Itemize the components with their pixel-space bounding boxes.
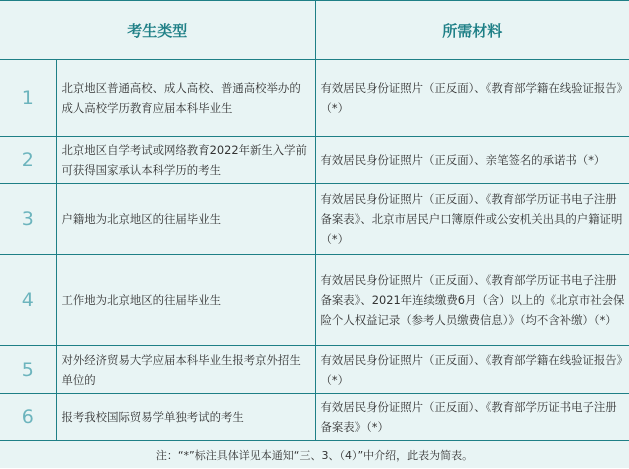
materials-cell: 有效居民身份证照片（正反面）、《教育部学籍在线验证报告》（*） [315, 346, 629, 394]
table-row [0, 184, 629, 255]
table-row [0, 346, 629, 394]
table-note-row [0, 441, 629, 469]
row-number: 5 [0, 346, 56, 394]
row-number: 4 [0, 255, 56, 346]
row-number: 2 [0, 137, 56, 184]
header-required-materials: 所需材料 [315, 1, 629, 60]
materials-cell: 有效居民身份证照片（正反面）、《教育部学籍在线验证报告》（*） [315, 60, 629, 137]
table-row [0, 394, 629, 441]
candidate-type-cell: 工作地为北京地区的往届毕业生 [56, 255, 315, 346]
table-footnote: 注：“*”标注具体详见本通知“三、3、（4）”中介绍，此表为简表。 [0, 441, 629, 469]
table-row [0, 255, 629, 346]
candidate-type-cell: 户籍地为北京地区的往届毕业生 [56, 184, 315, 255]
candidate-type-cell: 北京地区普通高校、成人高校、普通高校举办的成人高校学历教育应届本科毕业生 [56, 60, 315, 137]
table-row [0, 137, 629, 184]
candidate-type-cell: 报考我校国际贸易学单独考试的考生 [56, 394, 315, 441]
materials-cell: 有效居民身份证照片（正反面）、《教育部学历证书电子注册备案表》、2021年连续缴费6月（含）以上的《北京市社会保险个人权益记录（参考人员缴费信息）》（均不含补缴）（*） [315, 255, 629, 346]
table-row [0, 60, 629, 137]
row-number: 6 [0, 394, 56, 441]
candidate-type-cell: 北京地区自学考试或网络教育2022年新生入学前可获得国家承认本科学历的考生 [56, 137, 315, 184]
row-number: 1 [0, 60, 56, 137]
row-number: 3 [0, 184, 56, 255]
table-header-row [0, 1, 629, 60]
header-candidate-type: 考生类型 [0, 1, 315, 60]
materials-cell: 有效居民身份证照片（正反面）、《教育部学历证书电子注册备案表》（*） [315, 394, 629, 441]
materials-cell: 有效居民身份证照片（正反面）、《教育部学历证书电子注册备案表》、北京市居民户口簿原件或公安机关出具的户籍证明（*） [315, 184, 629, 255]
candidate-type-cell: 对外经济贸易大学应届本科毕业生报考京外招生单位的 [56, 346, 315, 394]
materials-cell: 有效居民身份证照片（正反面）、亲笔签名的承诺书（*） [315, 137, 629, 184]
